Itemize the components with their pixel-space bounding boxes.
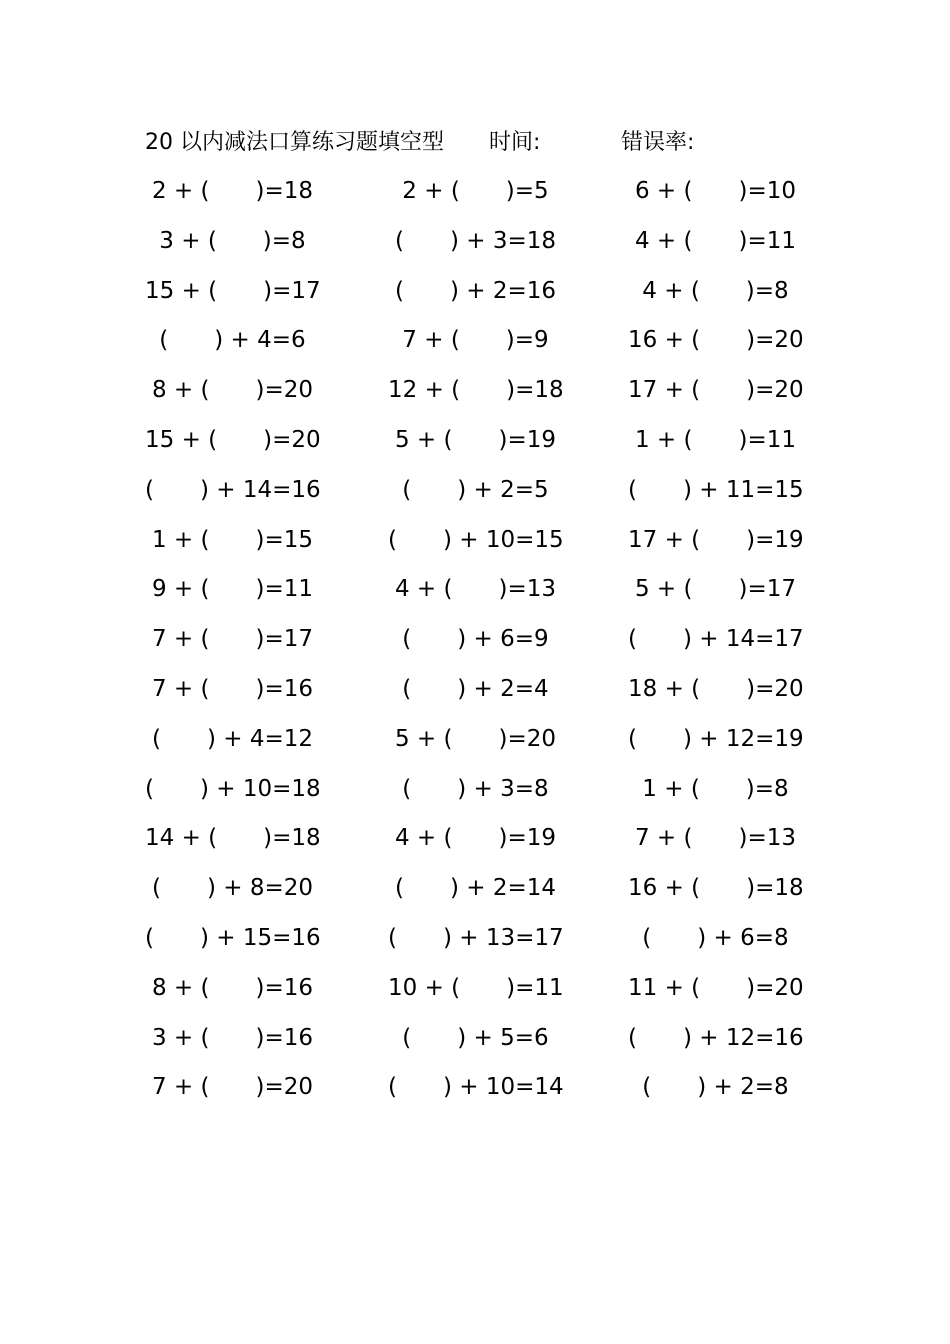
problem-item: 16 + ( )=20 [628,327,804,354]
problem-item: 5 + ( )=20 [394,725,556,752]
problem-row [0,224,950,274]
problem-item: ( ) + 14=17 [628,626,804,653]
problem-item: ( ) + 8=20 [151,875,313,902]
problem-item: 7 + ( )=16 [151,675,313,702]
problem-item: 2 + ( )=18 [151,178,313,204]
problem-row [0,523,950,573]
problem-item: 10 + ( )=11 [388,974,564,1001]
problem-item: ( ) + 11=15 [628,476,804,503]
problem-item: 4 + ( )=11 [634,227,796,254]
problem-row [0,174,950,224]
problem-item: ( ) + 10=15 [388,526,564,553]
problem-row [0,572,950,622]
problem-item: 2 + ( )=5 [402,178,549,204]
problem-row [0,1070,950,1120]
problem-row [0,722,950,772]
problem-item: ( ) + 12=19 [628,725,804,752]
problem-item: 8 + ( )=16 [151,974,313,1001]
problem-item: 8 + ( )=20 [151,377,313,404]
problem-item: 5 + ( )=19 [394,426,556,453]
problem-item: 11 + ( )=20 [628,974,804,1001]
problem-item: 4 + ( )=13 [394,576,556,603]
problem-item: ( ) + 2=8 [642,1074,789,1101]
problem-item: ( ) + 10=18 [145,775,321,802]
problem-row [0,373,950,423]
problem-item: 17 + ( )=20 [628,377,804,404]
problem-item: 15 + ( )=17 [145,277,321,304]
problem-row [0,473,950,523]
problem-item: ( ) + 4=6 [159,327,306,354]
time-label: 时间: [489,130,541,155]
problem-item: ( ) + 5=6 [402,1024,549,1051]
problem-item: ( ) + 13=17 [388,924,564,951]
problem-item: 18 + ( )=20 [628,675,804,702]
problem-item: 1 + ( )=15 [151,526,313,553]
problem-item: 1 + ( )=8 [642,775,789,802]
problem-item: 3 + ( )=16 [151,1024,313,1051]
problem-item: 4 + ( )=19 [394,825,556,852]
problem-row [0,323,950,373]
problem-grid [0,174,950,1120]
problem-item: ( ) + 2=14 [394,875,556,902]
problem-item: ( ) + 12=16 [628,1024,804,1051]
problem-row [0,274,950,324]
worksheet-title: 20 以内减法口算练习题填空型 [145,130,444,155]
error-rate-label: 错误率: [621,130,695,155]
problem-item: ( ) + 14=16 [145,476,321,503]
problem-item: 7 + ( )=17 [151,626,313,653]
problem-item: ( ) + 10=14 [388,1074,564,1101]
problem-item: ( ) + 2=5 [402,476,549,503]
problem-item: ( ) + 15=16 [145,924,321,951]
problem-row [0,971,950,1021]
problem-row [0,772,950,822]
problem-row [0,622,950,672]
problem-item: ( ) + 3=8 [402,775,549,802]
problem-item: 16 + ( )=18 [628,875,804,902]
problem-row [0,821,950,871]
problem-item: 3 + ( )=8 [159,227,306,254]
problem-item: ( ) + 6=8 [642,924,789,951]
problem-row [0,1021,950,1071]
problem-item: 12 + ( )=18 [388,377,564,404]
problem-item: 1 + ( )=11 [634,426,796,453]
problem-item: 5 + ( )=17 [634,576,796,603]
problem-item: ( ) + 6=9 [402,626,549,653]
problem-item: 7 + ( )=13 [634,825,796,852]
problem-item: 6 + ( )=10 [634,178,796,204]
problem-item: ( ) + 2=16 [394,277,556,304]
problem-item: 7 + ( )=20 [151,1074,313,1101]
problem-item: 17 + ( )=19 [628,526,804,553]
problem-row [0,871,950,921]
problem-item: 7 + ( )=9 [402,327,549,354]
problem-item: 4 + ( )=8 [642,277,789,304]
worksheet-header [145,126,785,160]
problem-item: 9 + ( )=11 [151,576,313,603]
problem-item: 14 + ( )=18 [145,825,321,852]
problem-item: 15 + ( )=20 [145,426,321,453]
problem-item: ( ) + 2=4 [402,675,549,702]
problem-item: ( ) + 3=18 [394,227,556,254]
problem-row [0,921,950,971]
problem-row [0,423,950,473]
problem-row [0,672,950,722]
problem-item: ( ) + 4=12 [151,725,313,752]
